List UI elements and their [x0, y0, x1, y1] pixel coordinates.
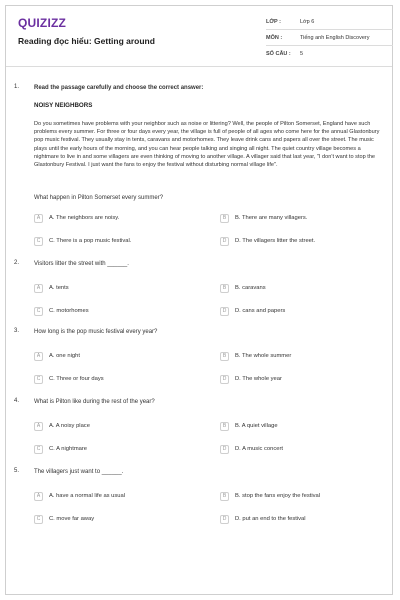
option-letter: A — [34, 352, 43, 361]
option-c[interactable] — [34, 305, 89, 317]
meta-value: 5 — [300, 50, 304, 57]
option-d[interactable] — [220, 513, 306, 525]
meta-label: SỐ CÂU : — [266, 50, 291, 57]
header-divider — [6, 66, 392, 67]
option-text: C. motorhomes — [49, 308, 89, 314]
option-letter: B — [220, 352, 229, 361]
option-letter: A — [34, 422, 43, 431]
worksheet — [5, 5, 393, 595]
worksheet-header — [6, 6, 392, 66]
option-letter: C — [34, 445, 43, 454]
meta-row-class — [266, 14, 393, 30]
option-b[interactable] — [220, 490, 320, 502]
option-letter: D — [220, 237, 229, 246]
meta-table — [266, 14, 393, 61]
option-d[interactable] — [220, 373, 282, 385]
question-text: What is Pilton like during the rest of the year? — [34, 399, 155, 405]
option-letter: C — [34, 375, 43, 384]
meta-value: Lớp 6 — [300, 18, 315, 25]
question-text: Visitors litter the street with ______. — [34, 261, 129, 267]
option-c[interactable] — [34, 373, 104, 385]
option-d[interactable] — [220, 305, 285, 317]
option-letter: D — [220, 307, 229, 316]
option-letter: B — [220, 492, 229, 501]
option-b[interactable] — [220, 212, 307, 224]
worksheet-title: Reading đọc hiểu: Getting around — [18, 36, 155, 46]
meta-row-count — [266, 46, 393, 61]
question-number: 3. — [14, 328, 20, 334]
question-text: How long is the pop music festival every year? — [34, 329, 158, 335]
option-a[interactable] — [34, 350, 80, 362]
option-text: B. There are many villagers. — [235, 215, 308, 221]
meta-label: LỚP : — [266, 18, 281, 25]
option-text: B. caravans — [235, 285, 266, 291]
option-b[interactable] — [220, 350, 291, 362]
option-text: A. one night — [49, 353, 80, 359]
option-c[interactable] — [34, 235, 131, 247]
option-text: B. The whole summer — [235, 353, 292, 359]
option-letter: A — [34, 492, 43, 501]
option-text: B. stop the fans enjoy the festival — [235, 493, 321, 499]
option-text: C. There is a pop music festival. — [49, 238, 132, 244]
passage-title: NOISY NEIGHBORS — [34, 102, 93, 109]
option-letter: C — [34, 515, 43, 524]
option-text: A. tents — [49, 285, 69, 291]
option-letter: B — [220, 422, 229, 431]
passage-text: Do you sometimes have problems with your neighbor such as noise or littering? Well, the people of Pilton Somerset, England have such problems every summer. For three or four days every year, the village is full of people of all ages who come here for the annual Glastonbury pop music festival. They usually stay in tents, caravans and motorhomes. They leave drink cans and papers all over the street. The music plays until the early hours of the morning, and you can hear people talking and singing all night. The quiet country village becomes a nightmare to live in and some villagers are even thinking of moving to another village. A villager said that last year, "I don't want to stop the Glastonbury Festival. I just want the fans to enjoy the festival without disturbing normal village life". — [34, 121, 380, 169]
option-letter: C — [34, 237, 43, 246]
option-d[interactable] — [220, 235, 315, 247]
question-number: 4. — [14, 398, 20, 404]
question-instruction: Read the passage carefully and choose the correct answer: — [34, 85, 204, 91]
option-a[interactable] — [34, 282, 69, 294]
option-text: D. The villagers litter the street. — [235, 238, 316, 244]
option-a[interactable] — [34, 212, 119, 224]
option-a[interactable] — [34, 490, 125, 502]
option-c[interactable] — [34, 513, 94, 525]
meta-label: MÔN : — [266, 34, 283, 41]
option-text: D. cans and papers — [235, 308, 286, 314]
option-text: D. The whole year — [235, 376, 282, 382]
option-letter: D — [220, 445, 229, 454]
question-text: The villagers just want to ______. — [34, 469, 124, 475]
option-text: A. A noisy place — [49, 423, 90, 429]
option-letter: B — [220, 214, 229, 223]
option-letter: D — [220, 375, 229, 384]
option-letter: A — [34, 284, 43, 293]
option-text: A. have a normal life as usual — [49, 493, 126, 499]
option-a[interactable] — [34, 420, 90, 432]
option-c[interactable] — [34, 443, 87, 455]
option-text: C. A nightmare — [49, 446, 88, 452]
question-number: 1. — [14, 84, 20, 90]
option-text: C. Three or four days — [49, 376, 104, 382]
meta-value: Tiếng anh English Discovery — [300, 34, 370, 41]
quizizz-logo: QUIZIZZ — [18, 16, 67, 30]
option-text: A. The neighbors are noisy. — [49, 215, 120, 221]
option-text: D. A music concert — [235, 446, 284, 452]
meta-row-subject — [266, 30, 393, 46]
option-d[interactable] — [220, 443, 283, 455]
option-text: B. A quiet village — [235, 423, 278, 429]
option-letter: A — [34, 214, 43, 223]
question-number: 2. — [14, 260, 20, 266]
question-number: 5. — [14, 468, 20, 474]
option-b[interactable] — [220, 282, 266, 294]
question-text: What happen in Pilton Somerset every summer? — [34, 195, 164, 201]
option-b[interactable] — [220, 420, 278, 432]
option-letter: C — [34, 307, 43, 316]
option-letter: B — [220, 284, 229, 293]
option-letter: D — [220, 515, 229, 524]
option-text: C. move far away — [49, 516, 95, 522]
option-text: D. put an end to the festival — [235, 516, 306, 522]
